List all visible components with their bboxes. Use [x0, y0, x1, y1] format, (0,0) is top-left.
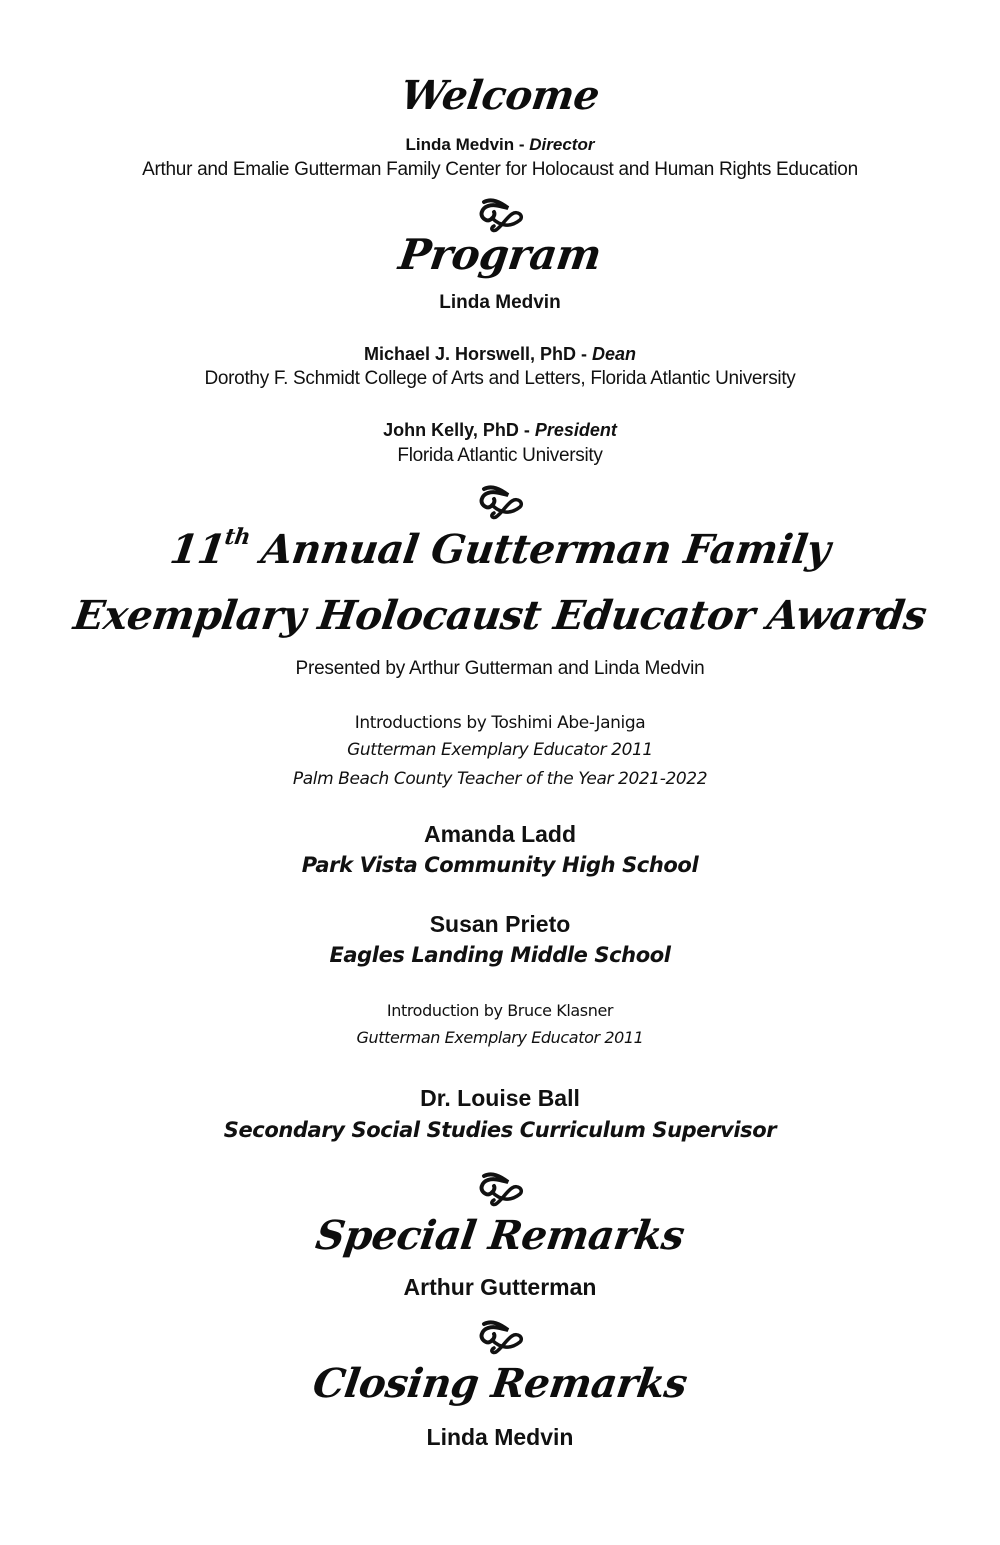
- introductions-2-line: Introduction by Bruce Klasner: [386, 1001, 614, 1020]
- flourish-ornament-icon: [470, 1170, 530, 1208]
- awards-heading-line-1-text: Annual Gutterman Family: [258, 526, 833, 573]
- welcome-speaker-line: [0, 135, 1000, 155]
- program-speaker-2-title: President: [534, 420, 617, 440]
- awards-heading-line-1: [0, 526, 1000, 573]
- program-heading: Program: [395, 230, 605, 279]
- introductions-1-credential-2: Palm Beach County Teacher of the Year 2021-2022: [292, 769, 708, 789]
- honoree-name: Dr. Louise Ball: [420, 1085, 580, 1111]
- flourish-ornament-icon: [470, 1318, 530, 1356]
- awards-presented-by: Presented by Arthur Gutterman and Linda Medvin: [295, 658, 705, 679]
- special-remarks-speaker: Arthur Gutterman: [403, 1274, 597, 1300]
- closing-remarks-heading: Closing Remarks: [310, 1360, 690, 1407]
- honoree-school: Secondary Social Studies Curriculum Supervisor: [223, 1118, 777, 1142]
- program-speaker-2-separator: -: [518, 420, 535, 440]
- awards-heading-line-2: Exemplary Holocaust Educator Awards: [70, 592, 930, 639]
- welcome-speaker-title: Director: [529, 135, 595, 154]
- program-speaker-1-separator: -: [576, 344, 593, 364]
- closing-remarks-speaker: Linda Medvin: [426, 1424, 574, 1450]
- flourish-ornament-icon: [470, 196, 530, 234]
- welcome-separator: -: [514, 135, 530, 154]
- awards-ordinal-number: 11: [167, 526, 229, 573]
- program-speaker-2-line: [0, 420, 1000, 441]
- honoree-name: Amanda Ladd: [423, 821, 577, 847]
- awards-ordinal-suffix: th: [223, 524, 252, 550]
- welcome-organization: Arthur and Emalie Gutterman Family Center for Holocaust and Human Rights Education: [142, 159, 858, 180]
- program-speaker-2-affiliation: Florida Atlantic University: [397, 445, 603, 466]
- honoree-school: Eagles Landing Middle School: [329, 943, 671, 967]
- program-speaker-1-title: Dean: [592, 344, 637, 364]
- introductions-2-credential-1: Gutterman Exemplary Educator 2011: [356, 1028, 644, 1047]
- introductions-1-line: Introductions by Toshimi Abe-Janiga: [354, 713, 646, 733]
- welcome-heading: Welcome: [397, 72, 603, 119]
- program-speaker-1-affiliation: Dorothy F. Schmidt College of Arts and Letters, Florida Atlantic University: [204, 368, 796, 389]
- honoree-school: Park Vista Community High School: [301, 853, 699, 877]
- flourish-ornament-icon: [470, 483, 530, 521]
- honoree-name: Susan Prieto: [429, 911, 571, 937]
- program-speaker-2-name: John Kelly, PhD: [383, 420, 519, 440]
- introductions-1-credential-1: Gutterman Exemplary Educator 2011: [347, 740, 653, 760]
- program-speaker-1-line: [0, 344, 1000, 365]
- welcome-speaker-name: Linda Medvin: [405, 135, 515, 154]
- program-speaker-1-name: Michael J. Horswell, PhD: [363, 344, 577, 364]
- special-remarks-heading: Special Remarks: [312, 1212, 688, 1259]
- program-host: Linda Medvin: [439, 292, 561, 313]
